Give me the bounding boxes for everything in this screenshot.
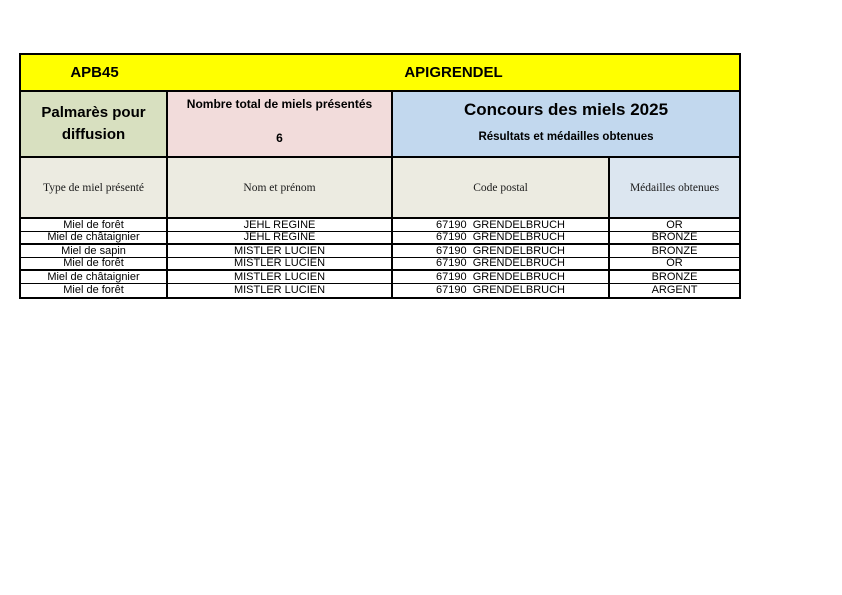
total-honeys-value: 6 <box>276 131 283 145</box>
banner-association-name: APIGRENDEL <box>404 64 503 81</box>
cell-honey-type: Miel de forêt <box>21 219 168 231</box>
cell-name: JEHL REGINE <box>168 232 393 243</box>
contest-title: Concours des miels 2025 <box>463 100 669 119</box>
cell-medal: BRONZE <box>651 245 698 257</box>
cell-medal: OR <box>666 219 683 231</box>
cell-medal: ARGENT <box>651 284 698 296</box>
table-row <box>21 271 739 284</box>
table-row <box>21 219 739 232</box>
cell-medal: BRONZE <box>651 271 698 283</box>
cell-name: MISTLER LUCIEN <box>168 258 393 269</box>
contest-cell <box>393 92 739 156</box>
cell-name: JEHL REGINE <box>168 219 393 231</box>
table-row <box>21 232 739 245</box>
cell-name: MISTLER LUCIEN <box>168 271 393 283</box>
column-headers-row <box>21 158 739 219</box>
results-table <box>19 53 741 299</box>
cell-medal: OR <box>666 258 683 269</box>
cell-postal-code: 67190 GRENDELBRUCH <box>393 284 610 297</box>
info-row <box>21 92 739 158</box>
cell-honey-type: Miel de châtaignier <box>21 232 168 243</box>
cell-honey-type: Miel de châtaignier <box>21 271 168 283</box>
header-name: Nom et prénom <box>168 158 393 217</box>
banner-club-code: APB45 <box>70 64 119 81</box>
cell-honey-type: Miel de forêt <box>21 284 168 297</box>
total-honeys-cell <box>168 92 393 156</box>
cell-name: MISTLER LUCIEN <box>168 284 393 297</box>
cell-postal-code: 67190 GRENDELBRUCH <box>393 219 610 231</box>
cell-medal: BRONZE <box>651 232 698 243</box>
table-row <box>21 284 739 297</box>
cell-postal-code: 67190 GRENDELBRUCH <box>393 271 610 283</box>
table-row <box>21 245 739 258</box>
header-honey-type: Type de miel présenté <box>21 158 168 217</box>
cell-honey-type: Miel de forêt <box>21 258 168 269</box>
cell-name: MISTLER LUCIEN <box>168 245 393 257</box>
header-medals: Médailles obtenues <box>610 158 739 217</box>
cell-postal-code: 67190 GRENDELBRUCH <box>393 245 610 257</box>
contest-subtitle: Résultats et médailles obtenues <box>478 131 654 143</box>
total-honeys-label: Nombre total de miels présentés <box>186 97 373 111</box>
header-postal-code: Code postal <box>393 158 610 217</box>
table-row <box>21 258 739 271</box>
palmares-cell: Palmarès pour diffusion <box>21 92 168 156</box>
banner-row <box>21 55 739 92</box>
cell-postal-code: 67190 GRENDELBRUCH <box>393 232 610 243</box>
cell-postal-code: 67190 GRENDELBRUCH <box>393 258 610 269</box>
cell-honey-type: Miel de sapin <box>21 245 168 257</box>
